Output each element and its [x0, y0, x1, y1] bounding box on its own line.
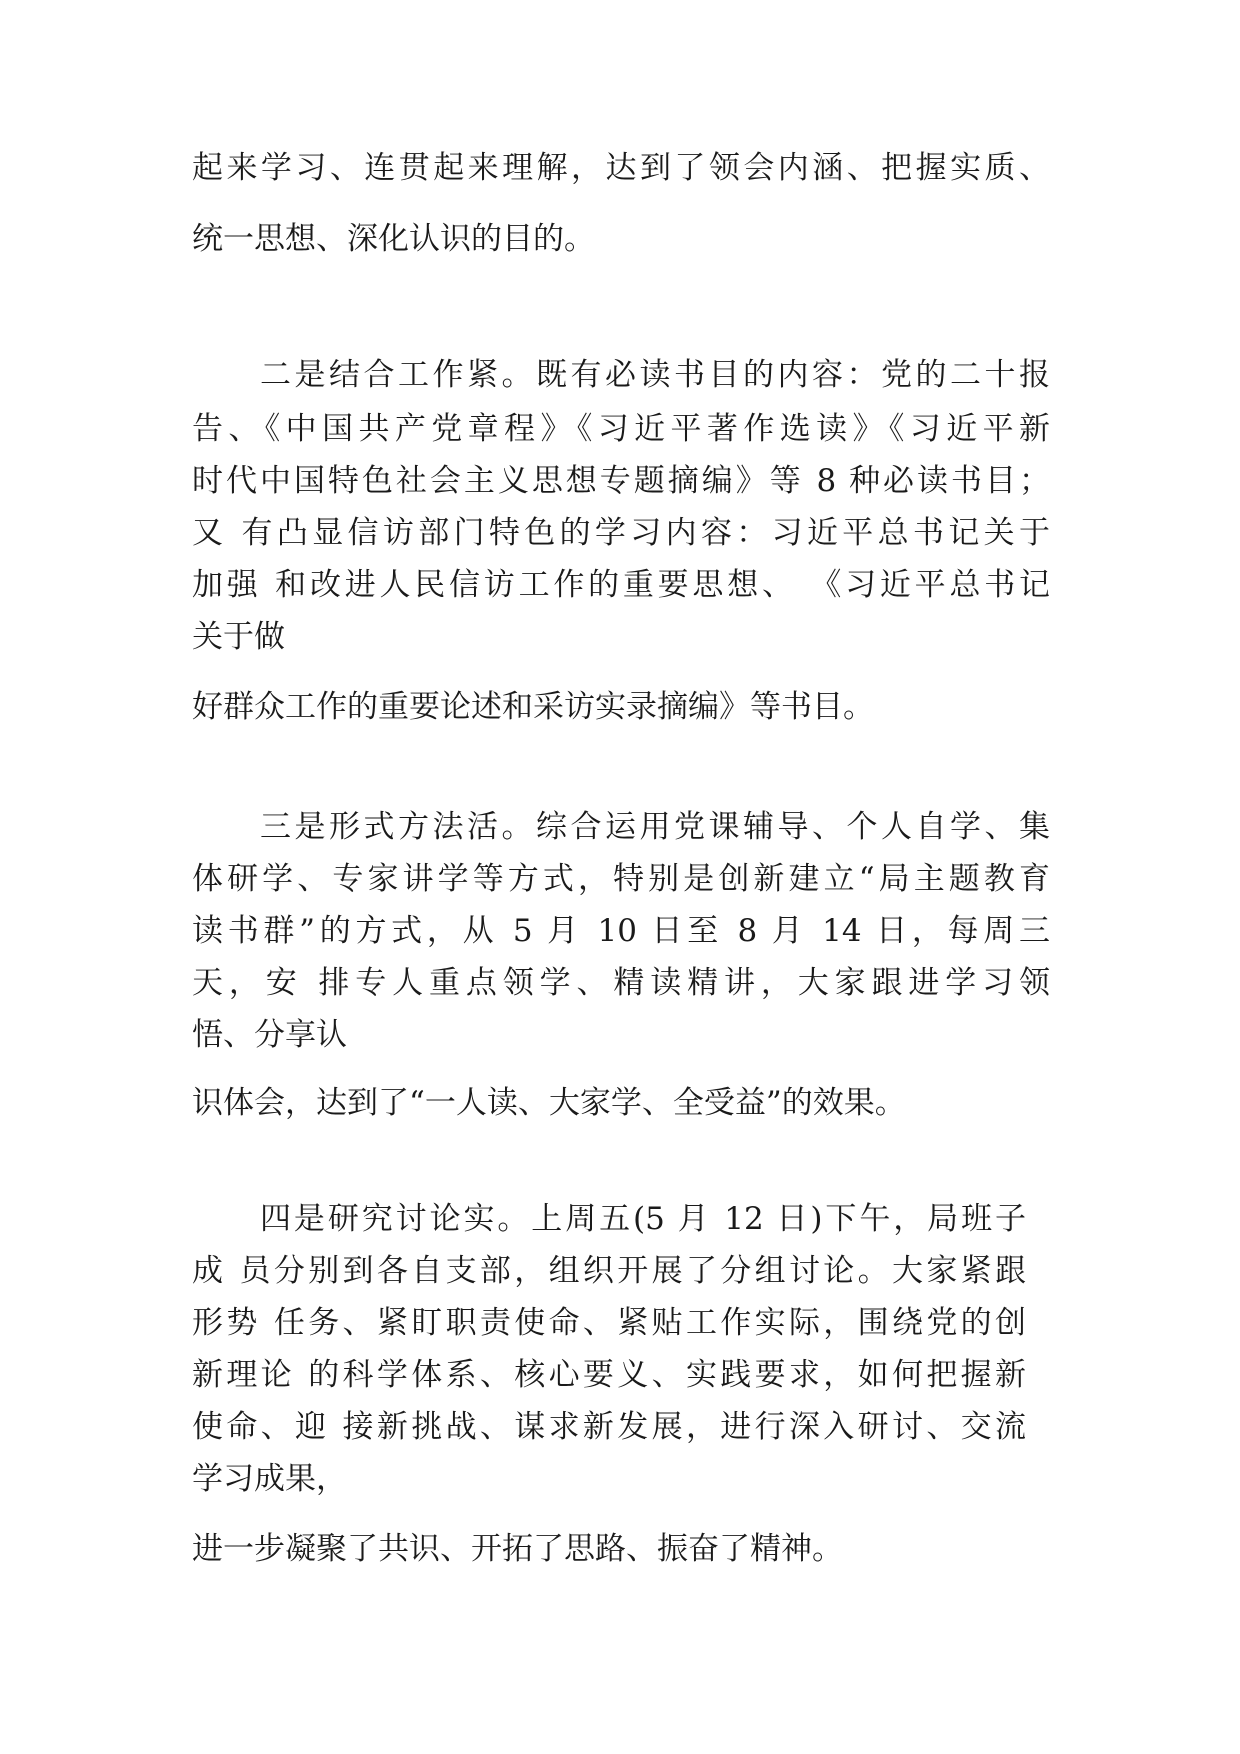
text-line: 新理论 的科学体系、核心要义、实践要求，如何把握新: [192, 1357, 1026, 1393]
text-line: 成 员分别到各自支部，组织开展了分组讨论。大家紧跟: [192, 1253, 1026, 1289]
text-line: 使命、迎 接新挑战、谋求新发展，进行深入研讨、交流: [192, 1409, 1026, 1445]
text-line: 关于做: [192, 619, 285, 655]
text-line: 进一步凝聚了共识、开拓了思路、振奋了精神。: [192, 1531, 843, 1567]
paragraph-first-line: 二是结合工作紧。既有必读书目的内容：党的二十报: [260, 357, 1050, 393]
text-line: 好群众工作的重要论述和采访实录摘编》等书目。: [192, 689, 874, 725]
text-line: 又 有凸显信访部门特色的学习内容：习近平总书记关于: [192, 515, 1050, 551]
text-line: 告、《中国共产党章程》《习近平著作选读》《习近平新: [192, 411, 1050, 447]
text-line: 读书群”的方式，从 5 月 10 日至 8 月 14 日，每周三: [192, 913, 1050, 949]
text-line: 起来学习、连贯起来理解，达到了领会内涵、把握实质、: [192, 150, 1050, 186]
text-line: 时代中国特色社会主义思想专题摘编》等 8 种必读书目；: [192, 463, 1050, 499]
text-line: 天，安 排专人重点领学、精读精讲，大家跟进学习领: [192, 965, 1050, 1001]
text-line: 悟、分享认: [192, 1017, 347, 1053]
text-line: 加强 和改进人民信访工作的重要思想、 《习近平总书记: [192, 567, 1050, 603]
text-line: 统一思想、深化认识的目的。: [192, 221, 595, 257]
text-line: 形势 任务、紧盯职责使命、紧贴工作实际，围绕党的创: [192, 1305, 1026, 1341]
text-line: 体研学、专家讲学等方式，特别是创新建立“局主题教育: [192, 861, 1050, 897]
text-line: 识体会，达到了“一人读、大家学、全受益”的效果。: [192, 1085, 906, 1121]
paragraph-first-line: 三是形式方法活。综合运用党课辅导、个人自学、集: [260, 809, 1050, 845]
text-line: 学习成果，: [192, 1461, 347, 1497]
paragraph-first-line: 四是研究讨论实。上周五(5 月 12 日)下午，局班子: [260, 1201, 1026, 1237]
